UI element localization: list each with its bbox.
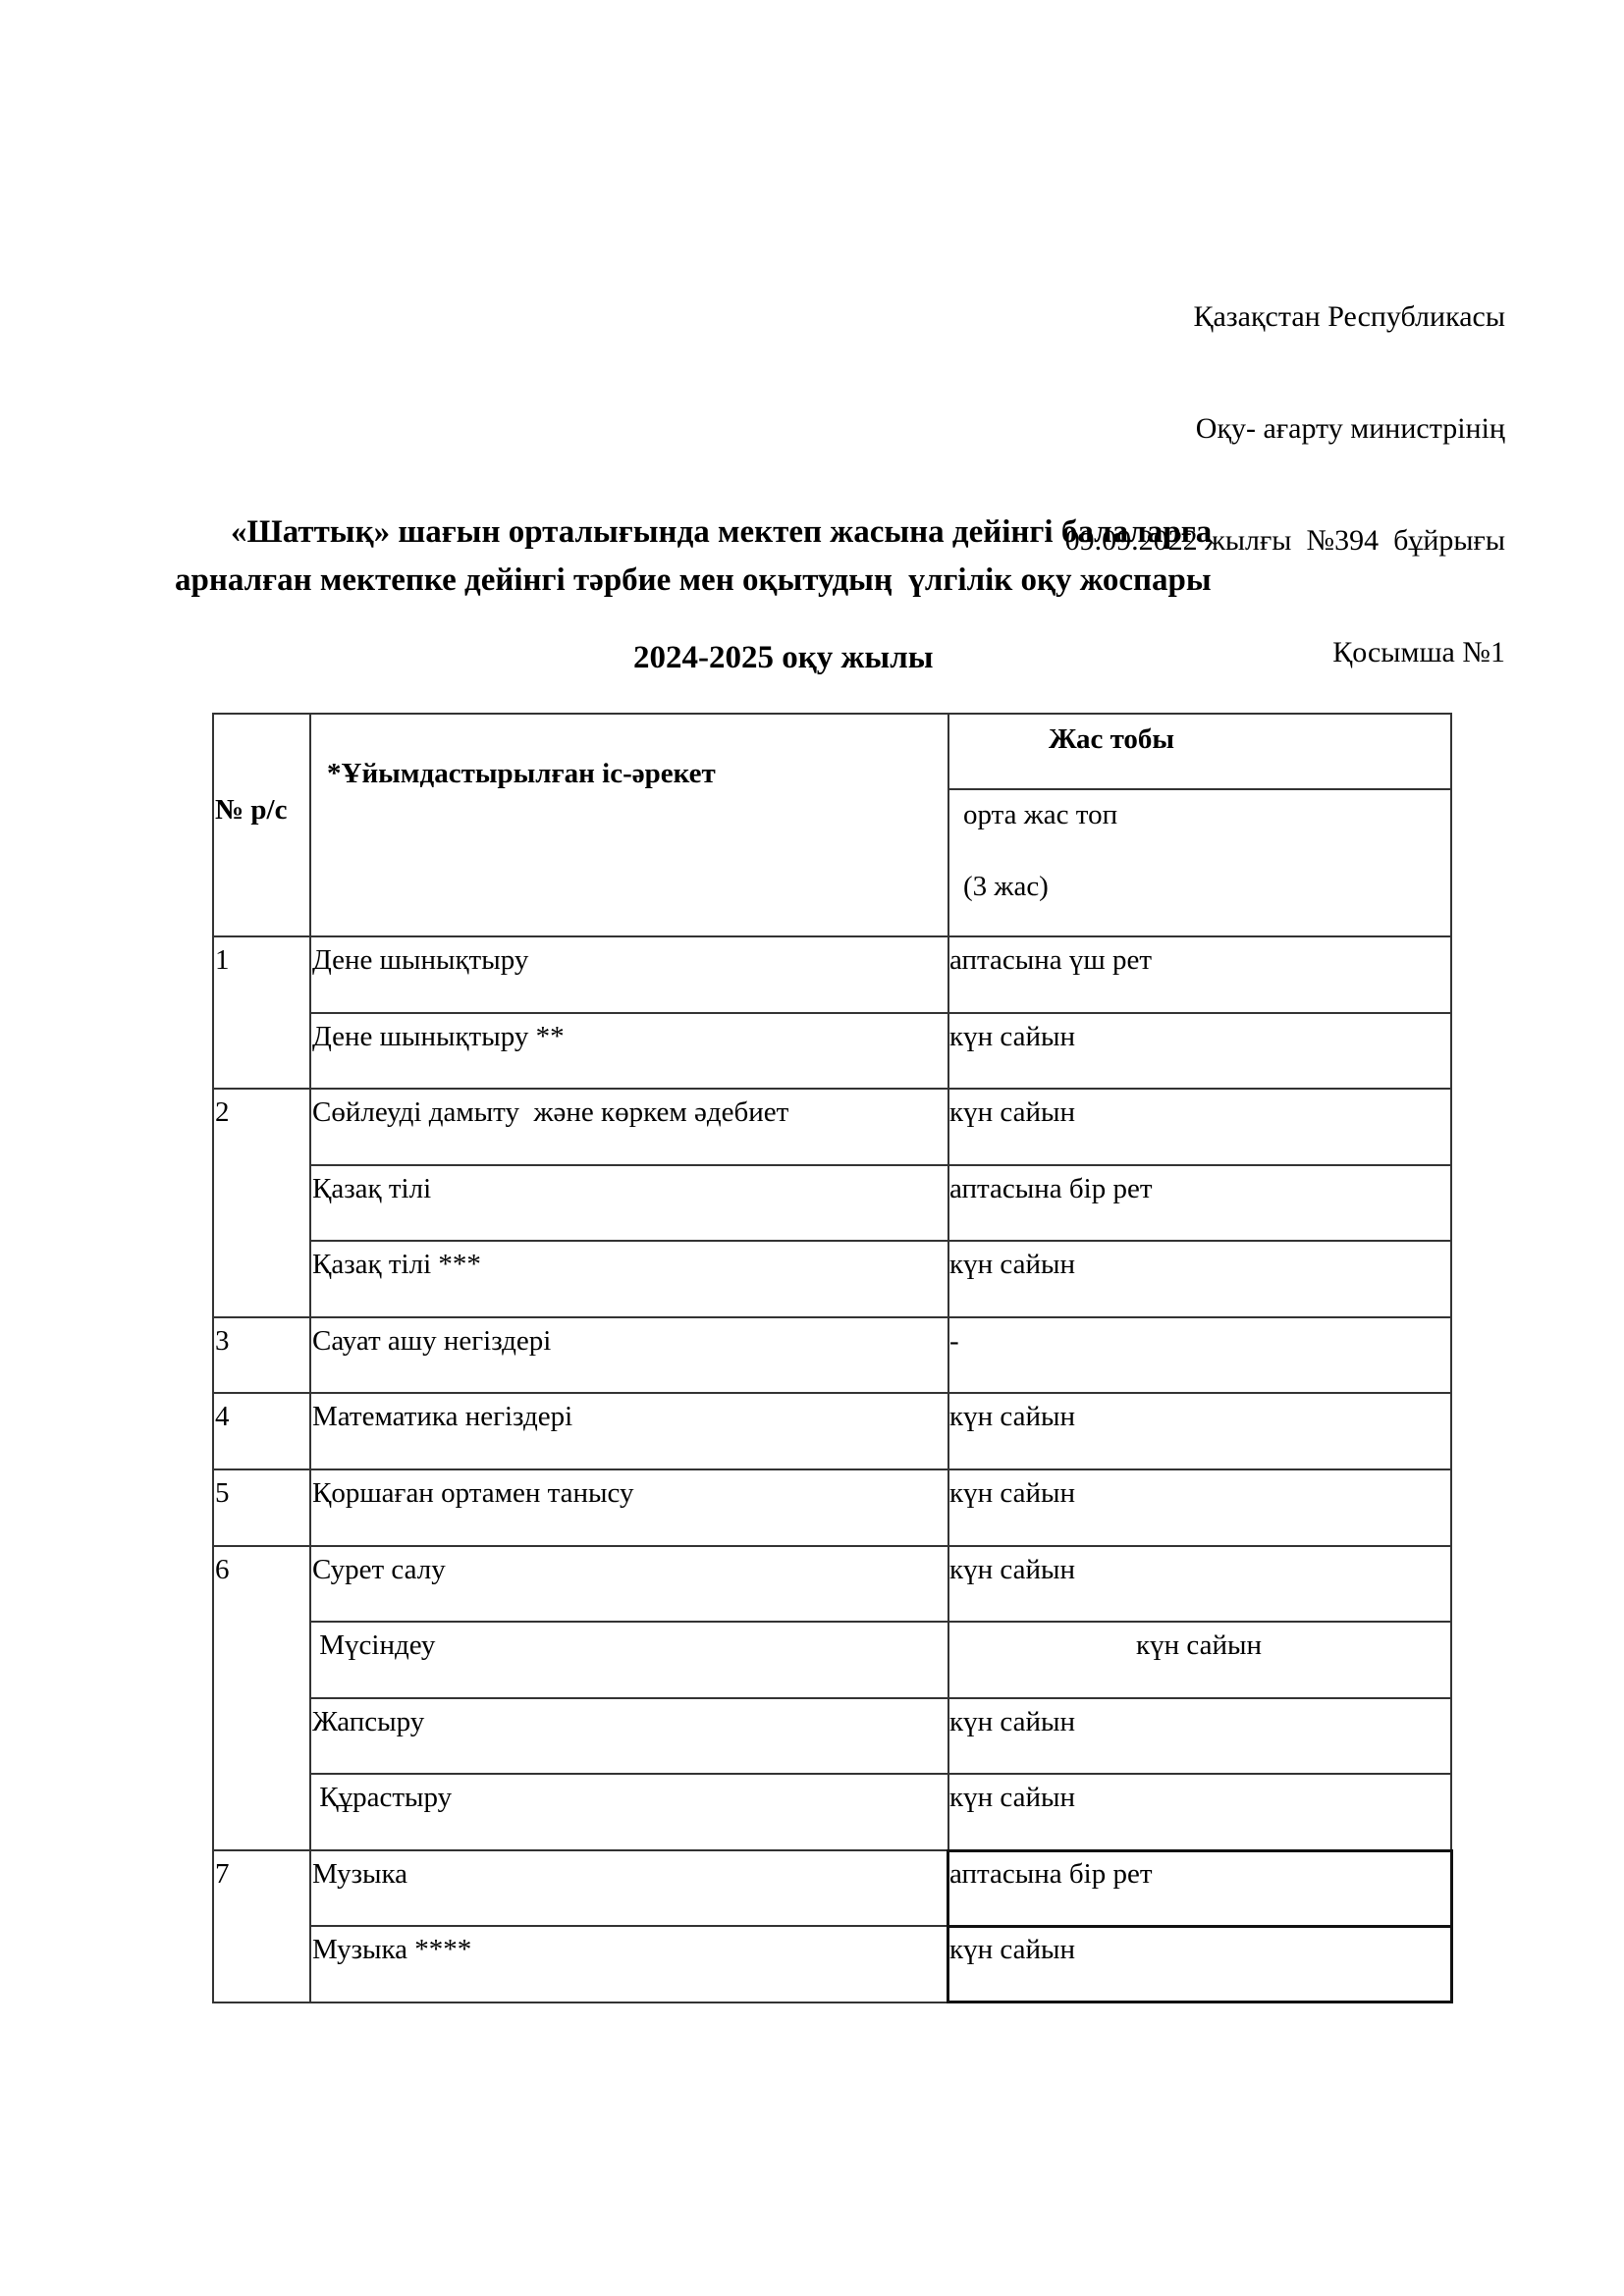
approval-line: Оқу- ағарту министрінің <box>1195 412 1505 445</box>
row-divider <box>309 1012 1452 1014</box>
row-number: 5 <box>215 1477 230 1509</box>
row-number: 1 <box>215 944 230 976</box>
frequency-cell-border <box>947 1925 1453 2003</box>
row-frequency: күн сайын <box>949 1096 1075 1128</box>
header-activity: *Ұйымдастырылған іс-әрекет <box>327 758 716 789</box>
row-number: 2 <box>215 1096 230 1128</box>
row-number: 4 <box>215 1401 230 1432</box>
row-number: 3 <box>215 1325 230 1357</box>
row-number: 7 <box>215 1858 230 1890</box>
frequency-cell-border <box>947 1849 1453 1928</box>
row-activity: Жапсыру <box>312 1706 425 1737</box>
row-frequency: - <box>949 1325 959 1357</box>
row-frequency: күн сайын <box>949 1477 1075 1509</box>
row-frequency: күн сайын <box>1136 1629 1262 1661</box>
row-frequency: күн сайын <box>949 1782 1075 1813</box>
approval-line: 09.09.2022 жылғы №394 бұйрығы <box>1064 524 1505 557</box>
row-frequency: күн сайын <box>949 1554 1075 1585</box>
row-frequency: күн сайын <box>949 1021 1075 1052</box>
row-activity: Музыка <box>312 1858 408 1890</box>
row-activity: Қазақ тілі <box>312 1173 432 1204</box>
row-activity: Математика негіздері <box>312 1401 573 1432</box>
row-divider <box>212 1392 1452 1394</box>
approval-line: Қосымша №1 <box>1332 636 1505 668</box>
header-border-bottom <box>212 935 1452 937</box>
row-frequency: күн сайын <box>949 1934 1075 1965</box>
row-divider <box>309 1621 1452 1623</box>
column-divider <box>309 713 311 2002</box>
row-activity: Қоршаған ортамен танысу <box>312 1477 634 1509</box>
row-activity: Мүсіндеу <box>312 1629 436 1661</box>
row-divider <box>212 1468 1452 1470</box>
header-divider <box>947 788 1452 790</box>
row-divider <box>309 1164 1452 1166</box>
row-activity: Музыка **** <box>312 1934 472 1965</box>
header-sub-group: орта жас топ <box>963 799 1118 830</box>
academic-year: 2024-2025 оқу жылы <box>633 640 934 675</box>
row-activity: Сурет салу <box>312 1554 446 1585</box>
row-divider <box>309 1240 1452 1242</box>
row-divider <box>212 1316 1452 1318</box>
row-activity: Сөйлеуді дамыту және көркем әдебиет <box>312 1096 789 1128</box>
document-title-line-1: «Шаттық» шағын орталығында мектеп жасына дейінгі балаларға <box>231 514 1213 550</box>
table-border-right <box>1450 713 1452 2002</box>
row-divider <box>309 1773 1452 1775</box>
table-border-top <box>212 713 1452 715</box>
row-frequency: күн сайын <box>949 1706 1075 1737</box>
document-title-line-2: арналған мектепке дейінгі тәрбие мен оқытудың үлгілік оқу жоспары <box>175 562 1212 598</box>
header-age-group: Жас тобы <box>1049 723 1175 755</box>
row-frequency: күн сайын <box>949 1401 1075 1432</box>
row-divider <box>309 1697 1452 1699</box>
row-activity: Дене шынықтыру ** <box>312 1021 565 1052</box>
row-divider <box>212 1088 1452 1090</box>
row-activity: Қазақ тілі *** <box>312 1249 481 1280</box>
row-divider <box>212 1545 1452 1547</box>
table-border-left <box>212 713 214 2003</box>
row-activity: Құрастыру <box>312 1782 453 1813</box>
header-sub-group-age: (3 жас) <box>963 871 1049 902</box>
row-frequency: аптасына бір рет <box>949 1858 1153 1890</box>
row-activity: Дене шынықтыру <box>312 944 529 976</box>
row-activity: Сауат ашу негіздері <box>312 1325 552 1357</box>
row-frequency: күн сайын <box>949 1249 1075 1280</box>
row-frequency: аптасына үш рет <box>949 944 1153 976</box>
row-frequency: аптасына бір рет <box>949 1173 1153 1204</box>
approval-line: Қазақстан Республикасы <box>1193 300 1505 333</box>
row-number: 6 <box>215 1554 230 1585</box>
header-number: № р/с <box>215 794 288 826</box>
